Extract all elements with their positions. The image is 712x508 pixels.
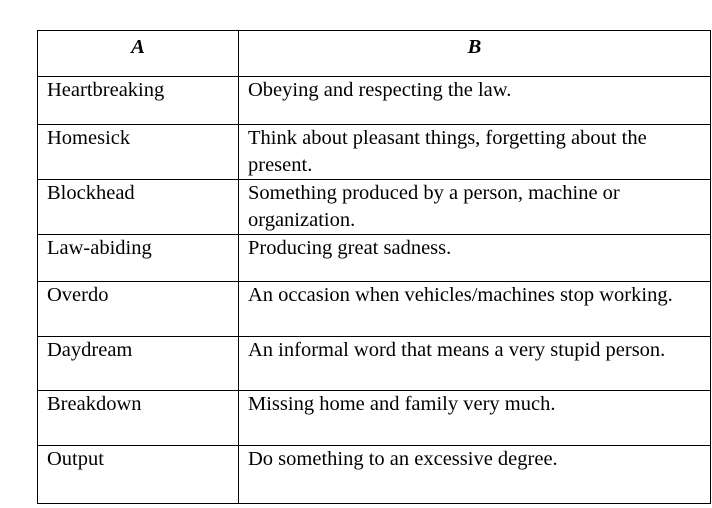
table-row [38,446,711,504]
table-row [38,282,711,337]
definition-cell: Think about pleasant things, forgetting about the present. [239,125,711,180]
matching-table [37,30,711,504]
word-cell: Overdo [38,282,239,337]
table-row [38,125,711,180]
definition-cell: Producing great sadness. [239,235,711,282]
definition-cell: An occasion when vehicles/machines stop working. [239,282,711,337]
definition-cell: Something produced by a person, machine or organization. [239,180,711,235]
column-a-header: A [38,31,239,77]
word-cell: Output [38,446,239,504]
table-row [38,337,711,391]
word-cell: Blockhead [38,180,239,235]
column-b-header: B [239,31,711,77]
word-cell: Homesick [38,125,239,180]
table-row [38,391,711,446]
definition-cell: Obeying and respecting the law. [239,77,711,125]
definition-cell: Do something to an excessive degree. [239,446,711,504]
word-cell: Heartbreaking [38,77,239,125]
definition-cell: Missing home and family very much. [239,391,711,446]
definition-cell: An informal word that means a very stupid person. [239,337,711,391]
word-cell: Law-abiding [38,235,239,282]
word-cell: Daydream [38,337,239,391]
table-row [38,180,711,235]
word-cell: Breakdown [38,391,239,446]
header-row [38,31,711,77]
table-row [38,77,711,125]
table-row [38,235,711,282]
